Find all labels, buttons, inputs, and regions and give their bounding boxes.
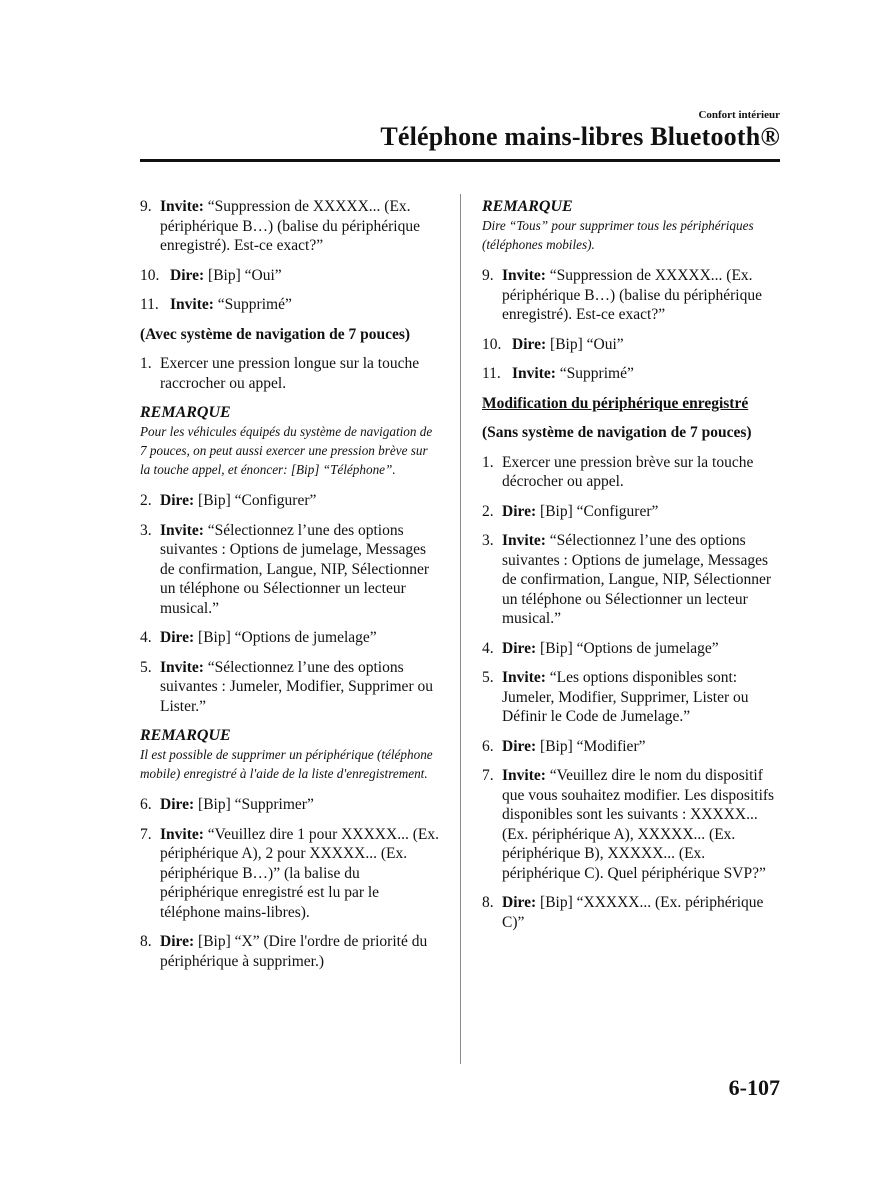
note-block: [140, 726, 440, 783]
step-number: 6.: [140, 796, 152, 813]
steps-group: [140, 197, 440, 315]
step-text: “Veuillez dire 1 pour XXXXX... (Ex. périphérique A), 2 pour XXXXX... (Ex. périphérique B…)” (la balise du périphérique enregistré est lu par le téléphone mains-libres).: [160, 825, 439, 921]
step-label: Dire:: [502, 639, 537, 657]
note-body: Pour les véhicules équipés du système de navigation de 7 pouces, on peut aussi exercer une pression brève sur la touche appel, et énoncer: [Bip] “Téléphone”.: [140, 424, 433, 477]
note-block: [140, 403, 440, 479]
steps-group: [482, 266, 782, 384]
step-text: [Bip] “Configurer”: [194, 492, 317, 509]
instruction-step: [140, 295, 440, 315]
step-text: “Supprimé”: [555, 365, 634, 382]
step-label: Dire:: [502, 737, 537, 755]
step-text: “Suppression de XXXXX... (Ex. périphérique B…) (balise du périphérique enregistré). Est-ce exact?”: [160, 198, 420, 254]
step-text: “Veuillez dire le nom du dispositif que vous souhaitez modifier. Les dispositifs disponibles sont les suivants : XXXXX... (Ex. périphérique A), XXXXX... (Ex. périphérique B), XXXXX... (Ex. périphérique C). Quel périphérique SVP?”: [502, 767, 775, 882]
step-label: Dire:: [160, 492, 195, 509]
step-number: 5.: [482, 669, 494, 686]
instruction-step: [140, 932, 440, 971]
header-rule: [140, 159, 780, 162]
step-number: 1.: [482, 453, 494, 471]
section-label: Confort intérieur: [698, 109, 780, 121]
step-number: 8.: [140, 933, 152, 950]
step-label: Invite:: [502, 267, 546, 284]
step-label: Invite:: [502, 532, 546, 549]
step-number: 7.: [140, 825, 152, 843]
step-text: [Bip] “Configurer”: [536, 502, 659, 520]
section-heading: Modification du périphérique enregistré: [482, 394, 749, 412]
instruction-step: [140, 266, 440, 286]
instruction-step: [482, 502, 782, 522]
step-label: Dire:: [160, 629, 195, 646]
instruction-step: [482, 266, 782, 325]
subheading: (Sans système de navigation de 7 pouces): [482, 424, 752, 441]
left-column: [140, 197, 440, 981]
step-text: Exercer une pression longue sur la touche raccrocher ou appel.: [160, 355, 420, 392]
step-text: “Sélectionnez l’une des options suivantes : Jumeler, Modifier, Supprimer ou Lister.”: [160, 658, 433, 715]
step-label: Invite:: [160, 521, 204, 539]
step-label: Invite:: [512, 365, 556, 382]
note-body: Il est possible de supprimer un périphérique (téléphone mobile) enregistré à l'aide de la liste d'enregistrement.: [140, 747, 433, 781]
step-label: Dire:: [160, 796, 195, 813]
instruction-step: [140, 491, 440, 511]
instruction-step: [140, 521, 440, 619]
step-number: 4.: [140, 629, 152, 646]
steps-group: [140, 491, 440, 716]
instruction-step: [140, 197, 440, 256]
step-number: 8.: [482, 894, 494, 911]
instruction-step: [140, 658, 440, 717]
step-number: 10.: [140, 266, 160, 284]
step-number: 9.: [140, 198, 152, 215]
step-text: [Bip] “Options de jumelage”: [194, 629, 377, 646]
instruction-step: [482, 453, 782, 492]
column-divider: [460, 194, 461, 1064]
step-text: “Les options disponibles sont: Jumeler, Modifier, Supprimer, Lister ou Définir le Code de Jumelage.”: [502, 669, 749, 725]
instruction-step: [140, 795, 440, 815]
step-text: [Bip] “X” (Dire l'ordre de priorité du périphérique à supprimer.): [160, 933, 428, 970]
step-text: Exercer une pression brève sur la touche décrocher ou appel.: [502, 453, 754, 490]
step-number: 2.: [140, 492, 152, 509]
step-label: Invite:: [160, 658, 204, 676]
instruction-step: [482, 737, 782, 757]
instruction-step: [482, 364, 782, 384]
step-text: [Bip] “Modifier”: [536, 737, 646, 755]
steps-group: [140, 795, 440, 971]
step-label: Invite:: [502, 767, 546, 784]
step-text: “Sélectionnez l’une des options suivantes : Options de jumelage, Messages de confirmation, Langue, NIP, Sélectionner un téléphone ou Sélectionner un lecteur musical.”: [160, 521, 430, 617]
step-text: “Sélectionnez l’une des options suivantes : Options de jumelage, Messages de confirmation, Langue, NIP, Sélectionner un téléphone ou Sélectionner un lecteur musical.”: [502, 532, 772, 627]
right-column: [482, 197, 782, 942]
page-title: Téléphone mains-libres Bluetooth®: [380, 122, 780, 151]
step-label: Invite:: [160, 825, 204, 843]
step-number: 3.: [140, 521, 152, 539]
step-label: Invite:: [502, 669, 546, 686]
step-text: [Bip] “XXXXX... (Ex. périphérique C)”: [502, 894, 764, 931]
instruction-step: [482, 893, 782, 932]
step-number: 10.: [482, 335, 502, 353]
step-number: 5.: [140, 658, 152, 676]
step-number: 11.: [482, 365, 501, 382]
step-text: [Bip] “Oui”: [204, 266, 282, 284]
step-number: 3.: [482, 532, 494, 549]
note-block: [482, 197, 782, 254]
instruction-step: [140, 628, 440, 648]
step-label: Dire:: [160, 933, 195, 950]
page-number: 6-107: [728, 1075, 780, 1100]
note-title: REMARQUE: [482, 198, 573, 215]
note-body: Dire “Tous” pour supprimer tous les périphériques (téléphones mobiles).: [482, 218, 754, 252]
note-title: REMARQUE: [140, 404, 231, 421]
instruction-step: [482, 668, 782, 727]
step-text: “Supprimé”: [213, 296, 292, 313]
steps-group: [482, 453, 782, 933]
step-text: [Bip] “Oui”: [546, 335, 624, 353]
step-label: Dire:: [512, 335, 547, 353]
step-label: Invite:: [170, 296, 214, 313]
instruction-step: [140, 825, 440, 923]
step-text: [Bip] “Options de jumelage”: [536, 639, 719, 657]
step-label: Dire:: [170, 266, 205, 284]
step-label: Dire:: [502, 502, 537, 520]
step-label: Invite:: [160, 198, 204, 215]
step-text: [Bip] “Supprimer”: [194, 796, 314, 813]
instruction-step: [482, 766, 782, 883]
step-number: 1.: [140, 355, 152, 372]
step-number: 4.: [482, 639, 494, 657]
step-label: Dire:: [502, 894, 537, 911]
note-title: REMARQUE: [140, 727, 231, 744]
step-number: 2.: [482, 502, 494, 520]
step-number: 9.: [482, 267, 494, 284]
steps-group: [140, 354, 440, 393]
step-number: 11.: [140, 296, 159, 313]
instruction-step: [482, 531, 782, 629]
instruction-step: [482, 335, 782, 355]
instruction-step: [482, 639, 782, 659]
step-text: “Suppression de XXXXX... (Ex. périphérique B…) (balise du périphérique enregistré). Est-ce exact?”: [502, 267, 762, 323]
step-number: 7.: [482, 767, 494, 784]
subheading: (Avec système de navigation de 7 pouces): [140, 325, 411, 343]
step-number: 6.: [482, 737, 494, 755]
instruction-step: [140, 354, 440, 393]
